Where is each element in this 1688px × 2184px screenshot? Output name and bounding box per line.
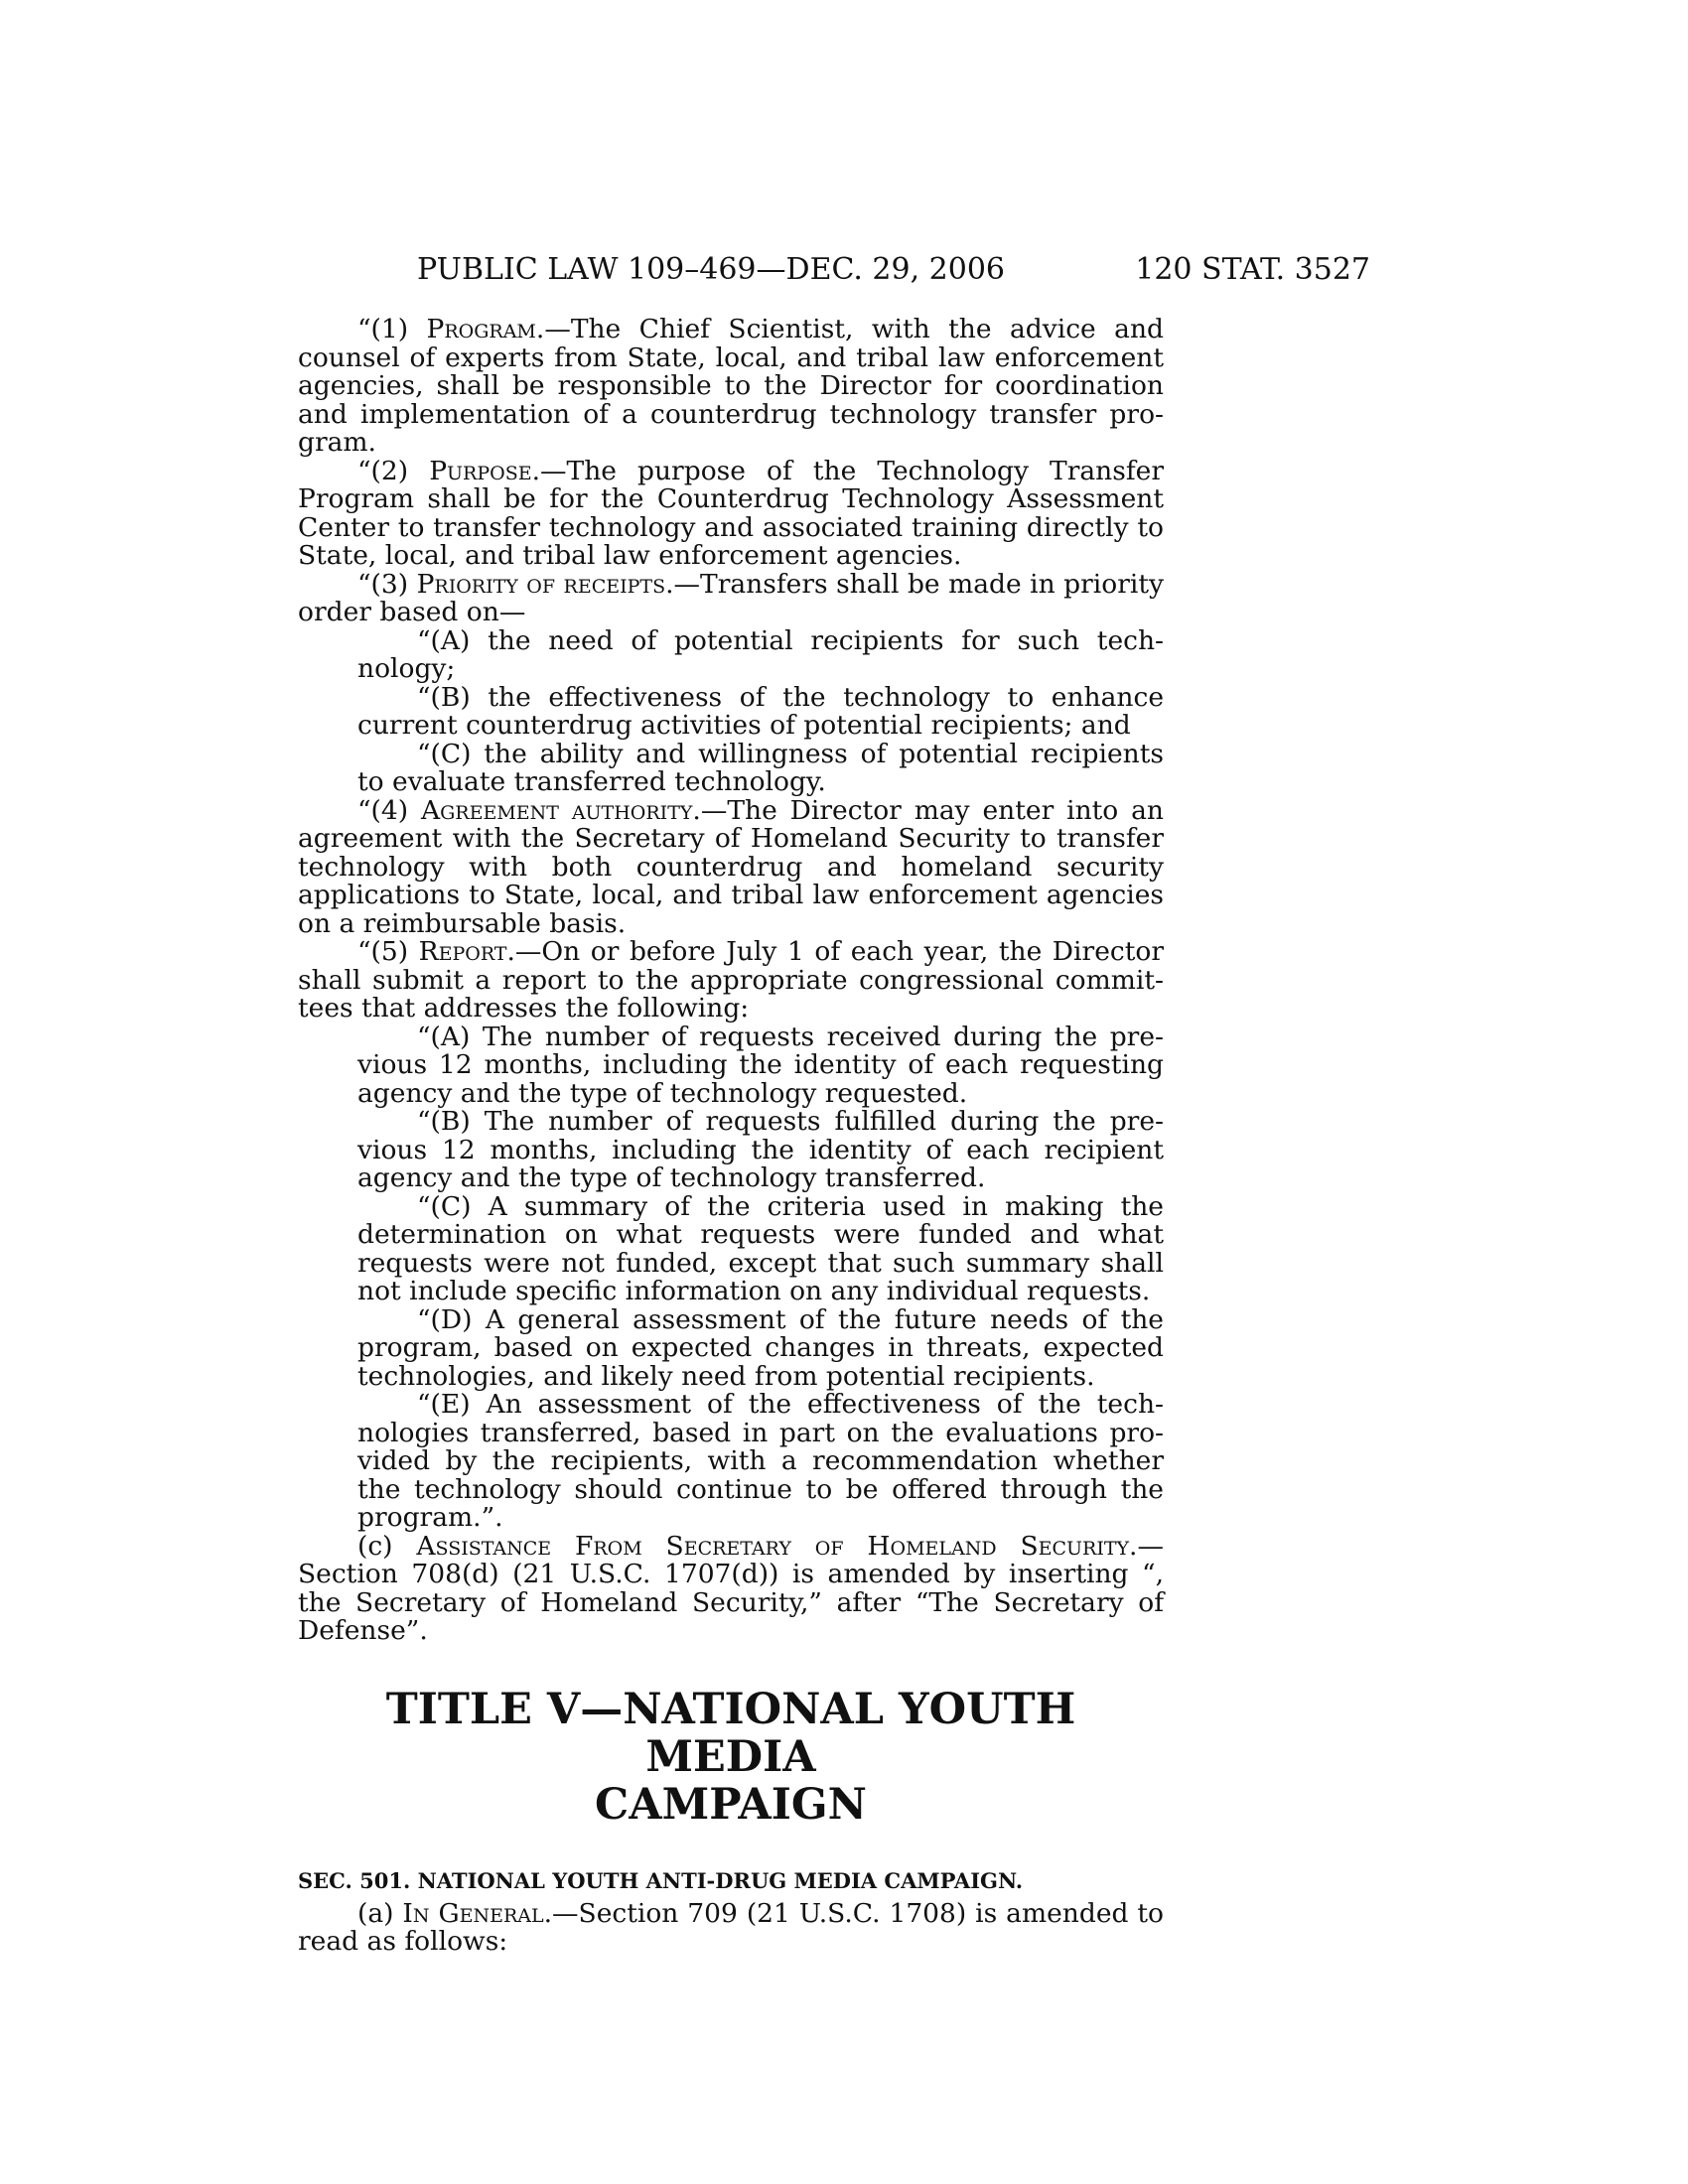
paragraph-priority-of-receipts: [298, 568, 1164, 627]
subparagraph-5a: “(A) The number of requests received during the previous 12 months, including the identity of each requesting agency and the type of technology requested.: [357, 1021, 1164, 1109]
paragraph-text: .—The purpose of the Technology Transfer Program shall be for the Counterdrug Technology Assessment Center to transfer technology and associated training directly to State, local, and tribal law enforcement agencies.: [298, 455, 1165, 571]
running-head: [417, 250, 1370, 290]
paragraph-text: .—On or before July 1 of each year, the Director shall submit a report to the appropriate congressional committees that addresses the following:: [298, 936, 1164, 1024]
subsection-heading: Assistance From Secretary of Homeland Security: [416, 1530, 1130, 1562]
paragraph-number: “(4): [357, 794, 421, 826]
subsection-text: .— Section 708(d) (21 U.S.C. 1707(d)) is amended by inserting “, the Secretary of Homeland Security,” after “The Secretary of Defense”.: [298, 1530, 1164, 1646]
subparagraph-5e: “(E) An assessment of the effectiveness of the technologies transferred, based in part on the evaluations provided by the recipients, with a recommendation whether the technology should continue to be offered through the program.”.: [357, 1389, 1164, 1533]
paragraph-text: .—The Director may enter into an agreement with the Secretary of Homeland Security to transfer technology with both counterdrug and homeland security applications to State, local, and tribal law enforcement agencies on a reimbursable basis.: [298, 794, 1164, 939]
paragraph-heading: Purpose: [429, 455, 532, 486]
paragraph-number: “(1): [357, 314, 427, 344]
paragraph-program: [298, 316, 1164, 458]
subsection-number: (a): [357, 1897, 403, 1929]
paragraph-text: .—The Chief Scientist, with the advice and counsel of experts from State, local, and tribal law enforcement agencies, shall be responsible to the Director for coordination and implementation of a counterdrug technology transfer program.: [298, 314, 1164, 458]
title-line-2: CAMPAIGN: [595, 1779, 867, 1830]
paragraph-heading: Agreement authority: [420, 794, 693, 826]
title-line-1: TITLE V—NATIONAL YOUTH MEDIA: [385, 1684, 1076, 1782]
subsection-a-in-general: [298, 1897, 1164, 1957]
document-body: [298, 316, 1164, 1957]
paragraph-purpose: [298, 455, 1165, 571]
paragraph-heading: Report: [418, 936, 507, 967]
paragraph-report: [298, 938, 1164, 1024]
subparagraph-3a: “(A) the need of potential recipients for such technology;: [357, 624, 1164, 684]
title-heading: [298, 1686, 1164, 1829]
subparagraph-5d: “(D) A general assessment of the future needs of the program, based on expected changes in threats, expected technologies, and likely need from potential recipients.: [357, 1303, 1164, 1392]
paragraph-number: “(2): [357, 455, 430, 486]
subsection-c-assistance: [298, 1530, 1164, 1646]
paragraph-agreement-authority: [298, 794, 1164, 939]
paragraph-number: “(5): [357, 936, 419, 967]
paragraph-heading: Priority of receipts: [416, 568, 666, 600]
subparagraph-3b: “(B) the effectiveness of the technology to enhance current counterdrug activities of potential recipients; and: [357, 681, 1164, 741]
running-head-citation: PUBLIC LAW 109–469—DEC. 29, 2006: [417, 252, 1006, 287]
subparagraph-5c: “(C) A summary of the criteria used in making the determination on what requests were funded and what requests were not funded, except that such summary shall not include specific information on any individual requests.: [357, 1190, 1164, 1306]
subsection-heading: In General: [402, 1897, 544, 1929]
subsection-text: .—Section 709 (21 U.S.C. 1708) is amended to read as follows:: [298, 1897, 1164, 1957]
subparagraph-3c: “(C) the ability and willingness of potential recipients to evaluate transferred technology.: [357, 738, 1164, 797]
paragraph-heading: Program: [426, 314, 536, 344]
subparagraph-5b: “(B) The number of requests fulfilled during the previous 12 months, including the identity of each recipient agency and the type of technology transferred.: [357, 1106, 1164, 1193]
subsection-number: (c): [357, 1530, 417, 1562]
paragraph-number: “(3): [357, 568, 417, 600]
section-heading: SEC. 501. NATIONAL YOUTH ANTI-DRUG MEDIA CAMPAIGN.: [298, 1867, 1024, 1893]
paragraph-text: .—Transfers shall be made in priority order based on—: [298, 568, 1164, 627]
running-head-stat-page: 120 STAT. 3527: [1135, 252, 1370, 287]
